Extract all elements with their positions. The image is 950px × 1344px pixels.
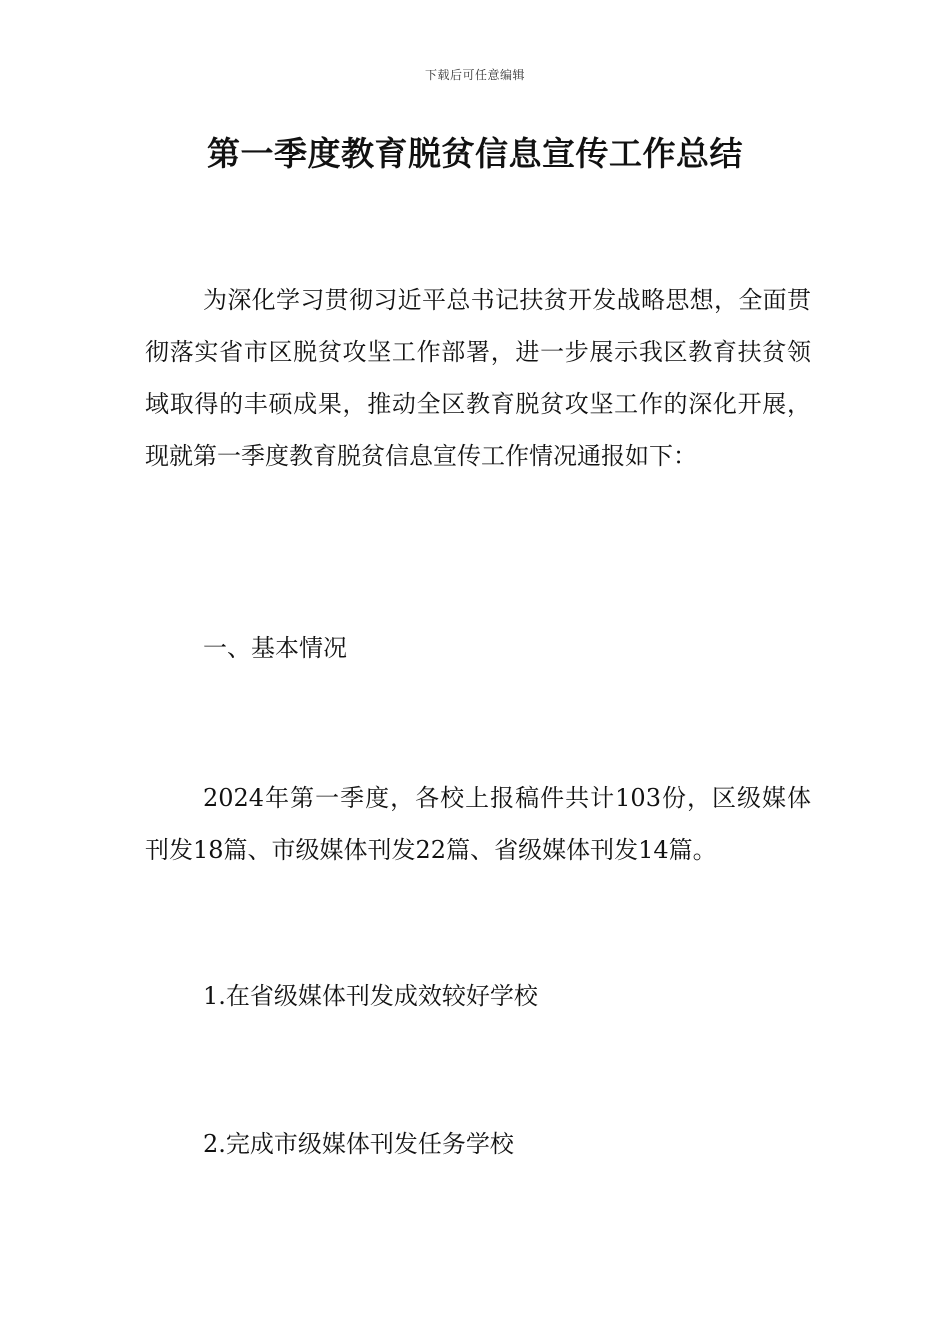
item-heading-1: 1.在省级媒体刊发成效较好学校 — [203, 982, 538, 1010]
header-note: 下载后可任意编辑 — [424, 68, 525, 82]
intro-paragraph: 为深化学习贯彻习近平总书记扶贫开发战略思想，全面贯彻落实省市区脱贫攻坚工作部署，进一步展示我区教育扶贫领域取得的丰硕成果，推动全区教育脱贫攻坚工作的深化开展，现就第一季度教育脱贫信息宣传工作情况通报如下： — [145, 286, 811, 470]
item-heading-2: 2.完成市级媒体刊发任务学校 — [203, 1130, 514, 1158]
document-title: 第一季度教育脱贫信息宣传工作总结 — [207, 134, 743, 173]
section-heading-basic: 一、基本情况 — [203, 634, 347, 662]
section-body-basic: 2024年第一季度，各校上报稿件共计103份，区级媒体刊发18篇、市级媒体刊发22篇、省级媒体刊发14篇。 — [145, 784, 811, 864]
